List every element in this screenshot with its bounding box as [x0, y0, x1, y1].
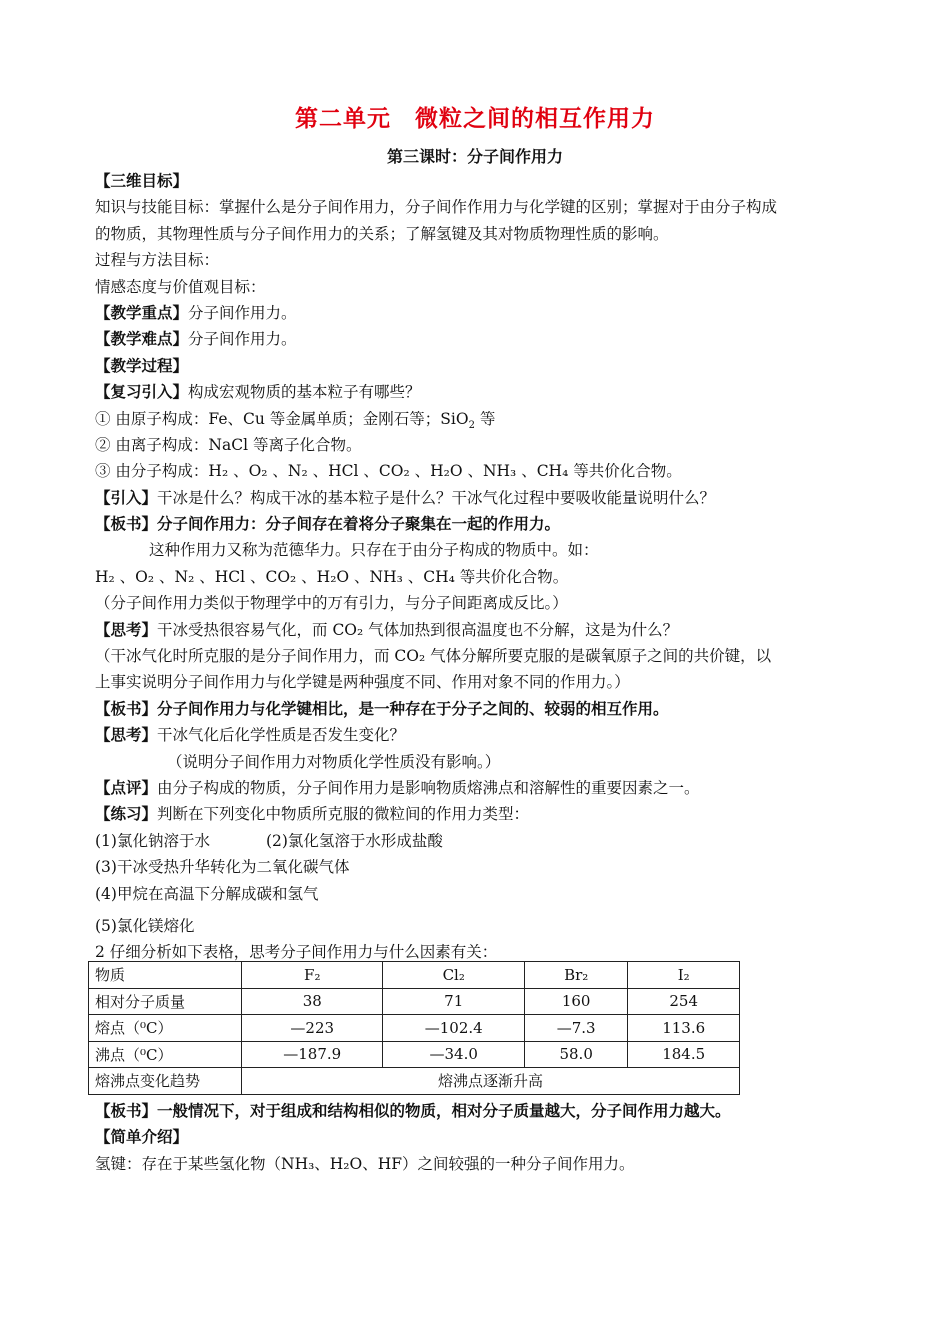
knowledge-objective-line-1: 知识与技能目标：掌握什么是分子间作用力，分子间作作用力与化学键的区别；掌握对于由分子构成: [95, 198, 778, 217]
table-cell: —102.4: [383, 1015, 524, 1042]
exercise-line: [95, 801, 865, 827]
review-line: [95, 379, 865, 405]
table-cell: —34.0: [383, 1041, 524, 1068]
brief-heading: 【简单介绍】: [95, 1128, 189, 1147]
knowledge-objective-line-2: 的物质，其物理性质与分子间作用力的关系；了解氢键及其对物质物理性质的影响。: [95, 224, 669, 243]
analogy-line: （分子间作用力类似于物理学中的万有引力，与分子间距离成反比。）: [95, 594, 568, 613]
comment-line: [95, 775, 865, 801]
board-2-line: [95, 696, 865, 722]
atom-item-subscript: 2: [468, 419, 475, 431]
exercise-label: 【练习】: [95, 805, 158, 824]
key-point-text: 分子间作用力。: [188, 303, 297, 322]
table-row: [89, 988, 740, 1015]
process-heading: 【教学过程】: [95, 356, 189, 375]
table-header-cell: Br₂: [524, 962, 627, 989]
table-cell: 沸点（⁰C）: [89, 1041, 242, 1068]
table-cell: —223: [242, 1015, 383, 1042]
comment-label: 【点评】: [95, 778, 158, 797]
think-2-text: 干冰气化后化学性质是否发生变化？: [157, 726, 406, 745]
process-objective: 过程与方法目标：: [95, 251, 220, 270]
exercise-item-5: (5)氯化镁熔化: [95, 916, 195, 935]
review-label: 【复习引入】: [95, 383, 189, 402]
board-2-text: 分子间作用力与化学键相比，是一种存在于分子之间的、较弱的相互作用。: [157, 699, 669, 718]
explain-1-line-1: （干冰气化时所克服的是分子间作用力，而 CO₂ 气体分解所要克服的是碳氧原子之间的共价键，以: [95, 647, 772, 666]
think-2-line: [95, 722, 865, 748]
explain-1-line-2: 上事实说明分子间作用力与化学键是两种强度不同、作用对象不同的作用力。）: [95, 673, 630, 692]
table-cell: —187.9: [242, 1041, 383, 1068]
table-cell: 254: [628, 988, 740, 1015]
exercise-item-1: (1)氯化钠溶于水: [95, 831, 210, 850]
board-3-text: 一般情况下，对于组成和结构相似的物质，相对分子质量越大，分子间作用力越大。: [157, 1102, 731, 1120]
comment-text: 由分子构成的物质，分子间作用力是影响物质熔沸点和溶解性的重要因素之一。: [157, 778, 700, 797]
emotion-objective: 情感态度与价值观目标：: [95, 277, 266, 296]
table-header-row: [89, 962, 740, 989]
atom-item: [95, 406, 865, 432]
think-1-label: 【思考】: [95, 620, 158, 639]
objectives-heading: 【三维目标】: [95, 172, 189, 190]
vdw-line: 这种作用力又称为范德华力。只存在于由分子构成的物质中。如：: [149, 541, 599, 560]
table-cell: 熔点（⁰C）: [89, 1015, 242, 1042]
molecules-list: H₂ 、O₂ 、N₂ 、HCl 、CO₂ 、H₂O 、NH₃ 、CH₄ 等共价化合物。: [95, 567, 569, 586]
halogen-properties-table: [88, 961, 740, 1095]
table-cell: 38: [242, 988, 383, 1015]
board-3-label: 【板书】: [95, 1102, 158, 1120]
exercise-item-2: (2)氯化氢溶于水形成盐酸: [265, 831, 443, 850]
table-header-cell: I₂: [628, 962, 740, 989]
table-cell: 熔沸点逐渐升高: [242, 1068, 740, 1095]
atom-item-tail: 等: [474, 409, 496, 428]
table-cell: 113.6: [628, 1015, 740, 1042]
document-body: [95, 168, 865, 966]
table-row: [89, 1015, 740, 1042]
page-subtitle: 第三课时：分子间作用力: [386, 147, 563, 166]
intro-text: 干冰是什么？构成干冰的基本粒子是什么？干冰气化过程中要吸收能量说明什么？: [157, 488, 716, 507]
ion-item: ② 由离子构成：NaCl 等离子化合物。: [95, 435, 362, 454]
table-cell: 相对分子质量: [89, 988, 242, 1015]
board-1-label: 【板书】: [95, 515, 158, 534]
board-1-text: 分子间作用力：分子间存在着将分子聚集在一起的作用力。: [157, 515, 561, 534]
page-title: 第二单元 微粒之间的相互作用力: [295, 106, 655, 132]
table-cell: 71: [383, 988, 524, 1015]
exercise-text: 判断在下列变化中物质所克服的微粒间的作用力类型：: [157, 805, 530, 824]
table-cell: 184.5: [628, 1041, 740, 1068]
think-1-text: 干冰受热很容易气化，而 CO₂ 气体加热到很高温度也不分解，这是为什么？: [157, 620, 679, 639]
table-cell: —7.3: [524, 1015, 627, 1042]
difficulty-label: 【教学难点】: [95, 330, 189, 349]
exercise-item-4: (4)甲烷在高温下分解成碳和氢气: [95, 884, 319, 903]
key-point-label: 【教学重点】: [95, 303, 189, 322]
key-point-line: [95, 300, 865, 326]
explain-2-line: （说明分子间作用力对物质化学性质没有影响。）: [167, 752, 501, 771]
molecule-item: ③ 由分子构成：H₂ 、O₂ 、N₂ 、HCl 、CO₂ 、H₂O 、NH₃ 、CH₄ 等共价化合物。: [95, 462, 682, 481]
atom-item-text: ① 由原子构成：Fe、Cu 等金属单质；金刚石等；SiO: [95, 409, 469, 428]
think-2-label: 【思考】: [95, 726, 158, 745]
table-header-cell: 物质: [89, 962, 242, 989]
hydrogen-bond-line: 氢键：存在于某些氢化物（NH₃、H₂O、HF）之间较强的一种分子间作用力。: [95, 1154, 635, 1173]
table-cell: 熔沸点变化趋势: [89, 1068, 242, 1095]
table-row: [89, 1068, 740, 1095]
closing-section: [95, 1098, 895, 1177]
board-3-line: [95, 1098, 895, 1124]
table-cell: 58.0: [524, 1041, 627, 1068]
think-1-line: [95, 617, 865, 643]
table-cell: 160: [524, 988, 627, 1015]
difficulty-line: [95, 326, 865, 352]
board-2-label: 【板书】: [95, 699, 158, 718]
board-1-line: [95, 511, 865, 537]
difficulty-text: 分子间作用力。: [188, 330, 297, 349]
intro-label: 【引入】: [95, 488, 158, 507]
table-header-cell: F₂: [242, 962, 383, 989]
table-row: [89, 1041, 740, 1068]
exercise-items-1-2: [95, 828, 865, 854]
table-header-cell: Cl₂: [383, 962, 524, 989]
review-text: 构成宏观物质的基本粒子有哪些？: [188, 383, 421, 402]
intro-line: [95, 485, 865, 511]
exercise-item-3: (3)干冰受热升华转化为二氧化碳气体: [95, 858, 350, 877]
table-intro: 2 仔细分析如下表格，思考分子间作用力与什么因素有关：: [95, 943, 498, 962]
